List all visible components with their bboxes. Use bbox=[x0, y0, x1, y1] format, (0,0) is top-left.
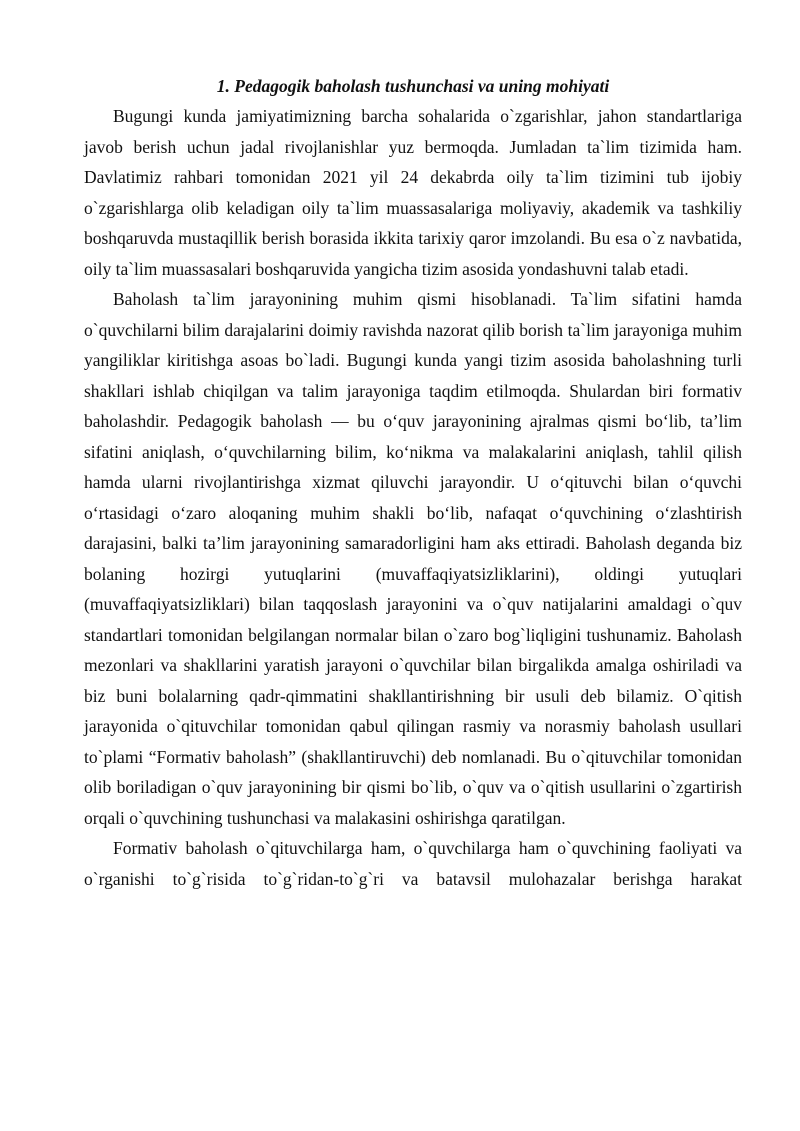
section-title: 1. Pedagogik baholash tushunchasi va uning mohiyati bbox=[216, 76, 610, 96]
paragraph: Formativ baholash o`qituvchilarga ham, o`quvchilarga ham o`quvchining faoliyati va o`rganishi to`g`risida to`g`ridan-to`g`ri va batavsil mulohazalar berishga harakat bbox=[84, 838, 742, 889]
paragraph: Baholash ta`lim jarayonining muhim qismi hisoblanadi. Ta`lim sifatini hamda o`quvchilarni bilim darajalarini doimiy ravishda nazorat qilib borish ta`lim jarayoniga muhim yangiliklar kiritishga asoas bo`ladi. Bugungi kunda yangi tizim asosida baholashning turli shakllari ishlab chiqilgan va talim jarayoniga taqdim etilmoqda. Shulardan biri formativ baholashdir. Pedagogik baholash — bu o‘quv jarayonining ajralmas qismi bo‘lib, ta’lim sifatini aniqlash, o‘quvchilarning bilim, ko‘nikma va malakalarini aniqlash, tahlil qilish hamda ularni rivojlantirishga xizmat qiluvchi jarayondir. U o‘qituvchi bilan o‘quvchi o‘rtasidagi o‘zaro aloqaning muhim shakli bo‘lib, nafaqat o‘quvchining o‘zlashtirish darajasini, balki ta’lim jarayonining samaradorligini ham aks ettiradi. Baholash deganda biz bolaning hozirgi yutuqlarini (muvaffaqiyatsizliklarini), oldingi yutuqlari (muvaffaqiyatsizliklari) bilan taqqoslash jarayonini va o`quv natijalarini amaldagi o`quv standartlari tomonidan belgilangan normalar bilan o`zaro bog`liqligini tushunamiz. Baholash mezonlari va shakllarini yaratish jarayoni o`quvchilar bilan birgalikda amalga oshiriladi va biz buni bolalarning qadr-qimmatini shakllantirishning bir usuli deb bilamiz. O`qitish jarayonida o`qituvchilar tomonidan qabul qilingan rasmiy va norasmiy baholash usullari to`plami “Formativ baholash” (shakllantiruvchi) deb nomlanadi. Bu o`qituvchilar tomonidan olib boriladigan o`quv jarayonining bir qismi bo`lib, o`quv va o`qitish usullarini o`zgartirish orqali o`quvchining tushunchasi va malakasini oshirishga qaratilgan. bbox=[84, 289, 742, 828]
paragraph: Bugungi kunda jamiyatimizning barcha sohalarida o`zgarishlar, jahon standartlariga javob berish uchun jadal rivojlanishlar yuz bermoqda. Jumladan ta`lim tizimida ham. Davlatimiz rahbari tomonidan 2021 yil 24 dekabrda oily ta`lim tizimini tub ijobiy o`zgarishlarga olib keladigan oily ta`lim muassasalariga moliyaviy, akademik va tashkiliy boshqaruvda mustaqillik berish borasida ikkita tarixiy qaror imzolandi. Bu esa o`z navbatida, oily ta`lim muassasalari boshqaruvida yangicha tizim asosida yondashuvni talab etadi. bbox=[84, 106, 742, 279]
document-page bbox=[84, 72, 742, 894]
